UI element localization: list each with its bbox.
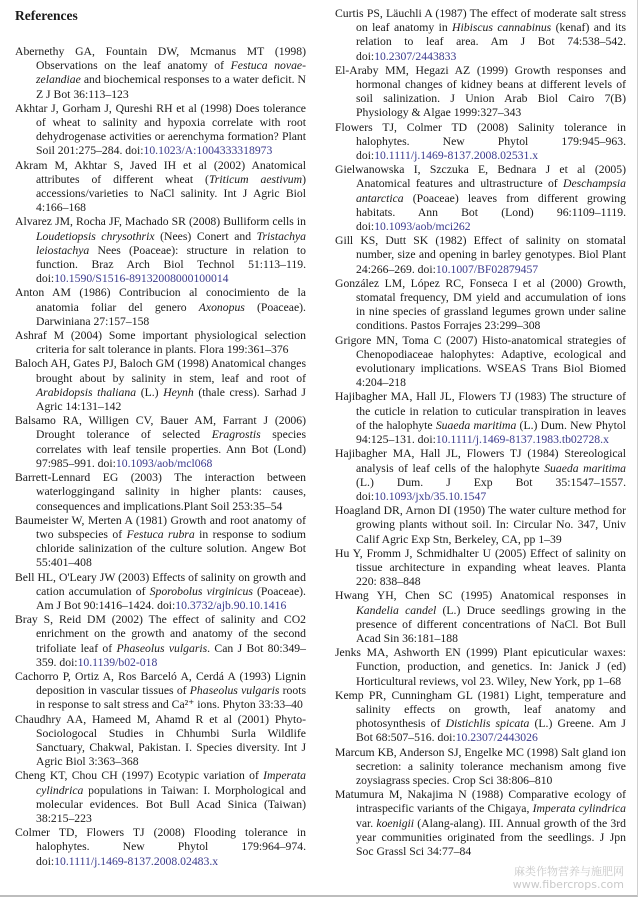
reference-entry xyxy=(335,447,626,504)
reference-entry xyxy=(15,713,306,770)
doi-link[interactable]: 10.1023/A:1004333318973 xyxy=(143,144,273,158)
reference-text: (Poaceae). Darwiniana 27:157–158 xyxy=(36,300,306,328)
reference-text: El-Araby MM, Hegazi AZ (1999) Growth responses and hormonal changes of kidney beans at different levels of soil salinization. J Union Arab Biol Cairo 7(B) Physiology & Algae 1999:327–343 xyxy=(335,63,626,120)
watermark-site-name: 麻类作物营养与施肥网 xyxy=(514,865,624,879)
doi-link[interactable]: 10.3732/ajb.90.10.1416 xyxy=(175,598,287,612)
reference-text: Cheng KT, Chou CH (1997) Ecotypic variation of xyxy=(15,769,264,783)
species-name: Arabidopsis thaliana xyxy=(36,385,137,399)
reference-text: Gill KS, Dutt SK (1982) Effect of salinity on stomatal number, size and opening in barley genotypes. Biol Plant 24:266–269. doi: xyxy=(335,234,626,276)
species-name: koenigii xyxy=(376,816,415,830)
reference-entry xyxy=(15,826,306,869)
reference-text: Bell HL, O'Leary JW (2003) Effects of salinity on growth and cation accumulation of xyxy=(15,570,306,598)
species-name: Imperata cylindrica xyxy=(532,802,626,816)
reference-text: Cachorro P, Ortiz A, Ros Barceló A, Cerdá A (1993) Lignin deposition in vascular tissues of xyxy=(15,669,306,698)
species-name: Imperata cylindrica xyxy=(36,769,306,797)
reference-text: Bray S, Reid DM (2002) The effect of salinity and CO2 enrichment on the growth and anatomy of the second trifoliate leaf of xyxy=(15,613,306,655)
reference-entry xyxy=(335,589,626,646)
doi-link[interactable]: 10.2307/2443026 xyxy=(455,731,538,745)
reference-text: ) accessions/varieties to NaCl salinity. Int J Agric Biol 4:166–168 xyxy=(36,172,306,215)
reference-text: Curtis PS, Läuchli A (1987) The effect of moderate salt stress on leaf anatomy in xyxy=(335,7,626,35)
doi-link[interactable]: 10.1093/aob/mci262 xyxy=(374,220,471,234)
reference-entry xyxy=(335,234,626,277)
reference-text: Abernethy GA, Fountain DW, Mcmanus MT (1998) Observations on the leaf anatomy of xyxy=(15,45,306,73)
watermark xyxy=(335,865,626,891)
reference-entry xyxy=(15,670,306,713)
reference-entry xyxy=(15,45,306,102)
reference-text: Barrett-Lennard EG (2003) The interaction between waterloggingand salinity in higher plants: causes, consequences and implications.Plant Soil 253:35–54 xyxy=(15,471,306,513)
reference-text: Baloch AH, Gates PJ, Baloch GM (1998) Anatomical changes brought about by salinity in stem, leaf and root of xyxy=(15,357,306,385)
reference-text: and biochemical responses to a water deficit. N Z J Bot 36:113–123 xyxy=(36,73,306,101)
reference-entry xyxy=(335,277,626,334)
reference-text: González LM, López RC, Fonseca I et al (2000) Growth, stomatal frequency, DM yield and accumulation of ions in nine species of grassland legumes grown under saline conditions. Pastos Forrajes 23:299–308 xyxy=(335,276,626,333)
references-column-left xyxy=(15,45,306,869)
reference-text: (L.) xyxy=(136,385,164,399)
reference-text: Nees (Poaceae): structure in relation to function. Braz Arch Biol Technol 51:113–119. doi: xyxy=(36,243,306,286)
doi-link[interactable]: 10.1139/b02-018 xyxy=(77,655,158,669)
reference-text: (Poaceae) leaves from different growing habitats. Ann Bot (Lond) 96:1109–1119. doi: xyxy=(356,191,626,234)
reference-text: (kenaf) and its relation to leaf area. Am J Bot 74:538–542. doi: xyxy=(356,21,626,63)
references-heading: References xyxy=(15,8,78,23)
reference-entry xyxy=(335,788,626,859)
reference-entry xyxy=(335,7,626,64)
doi-link[interactable]: 10.1111/j.1469-8137.2008.02531.x xyxy=(374,149,539,163)
reference-text: Balsamo RA, Willigen CV, Bauer AM, Farrant J (2006) Drought tolerance of selected xyxy=(15,414,306,442)
reference-text: Flowers TJ, Colmer TD (2008) Salinity tolerance in halophytes. New Phytol 179:945–963. doi: xyxy=(335,120,626,163)
reference-text: . Can J Bot 80:349–359. doi: xyxy=(36,641,306,669)
references-column-right xyxy=(335,7,626,891)
reference-text: (thale cress). Sarhad J Agric 14:131–142 xyxy=(36,385,306,414)
species-name: Heynh xyxy=(163,385,194,399)
reference-text: Grigore MN, Toma C (2007) Histo-anatomical strategies of Chenopodiaceae halophytes: Adaptive, ecological and evolutionary implications. WSEAS Trans Biol Biomed 4:204–218 xyxy=(335,333,626,390)
species-name: Tristachya leiostachya xyxy=(36,229,306,257)
reference-text: Matumura M, Nakajima N (1988) Comparative ecology of intraspecific variants of the Chigaya, xyxy=(335,788,626,816)
species-name: Triticum aestivum xyxy=(208,172,303,186)
reference-text: Hu Y, Fromm J, Schmidhalter U (2005) Effect of salinity on tissue architecture in expanding wheat leaves. Planta 220: 838–848 xyxy=(335,546,626,589)
species-name: Festuca rubra xyxy=(126,527,195,541)
reference-text: var. xyxy=(356,816,377,830)
reference-text: Marcum KB, Anderson SJ, Engelke MC (1998) Salt gland ion secretion: a salinity tolerance mechanism among five zoysiagrass species. Crop Sci 38:806–810 xyxy=(335,745,626,787)
reference-text: (Alang-alang). III. Annual growth of the 3rd year communities originated from the seedlings. J Jpn Soc Grassl Sci 34:77–84 xyxy=(356,816,626,858)
species-name: Suaeda maritima xyxy=(435,418,517,432)
reference-entry xyxy=(15,357,306,414)
reference-entry xyxy=(15,414,306,471)
reference-text: Akram M, Akhtar S, Javed IH et al (2002) Anatomical attributes of different wheat ( xyxy=(15,158,306,186)
reference-text: Baumeister W, Merten A (1981) Growth and root anatomy of two subspecies of xyxy=(15,513,306,541)
doi-link[interactable]: 10.2307/2443833 xyxy=(374,49,457,63)
reference-text: Kemp PR, Cunningham GL (1981) Light, temperature and salinity effects on growth, leaf anatomy and photosynthesis of xyxy=(335,688,626,731)
species-name: Distichlis spicata xyxy=(445,717,530,731)
reference-entry xyxy=(15,286,306,329)
reference-text: in response to sodium chloride salinization of the culture solution. Angew Bot 55:401–408 xyxy=(36,527,306,570)
reference-entry xyxy=(15,613,306,670)
reference-text: (L.) Druce seedlings growing in the presence of different concentrations of NaCl. Bot Bull Acad Sin 36:181–188 xyxy=(356,603,626,645)
reference-entry xyxy=(15,571,306,614)
reference-entry xyxy=(335,121,626,164)
reference-text: Hoagland DR, Arnon DI (1950) The water culture method for growing plants without soil. In: Circular No. 347, Univ Calif Agric Exp Stn, Berkeley, CA, pp 1–39 xyxy=(335,504,626,546)
reference-entry xyxy=(15,159,306,216)
species-name: Loudetiopsis chrysothrix xyxy=(36,229,155,243)
reference-entry xyxy=(335,547,626,590)
reference-entry xyxy=(15,769,306,826)
doi-link[interactable]: 10.1111/j.1469-8137.2008.02483.x xyxy=(54,854,219,868)
reference-entry xyxy=(335,746,626,789)
doi-link[interactable]: 10.1093/aob/mcl068 xyxy=(115,456,213,470)
species-name: Sporobolus virginicus xyxy=(149,584,253,598)
species-name: Hibiscus cannabinus xyxy=(452,21,552,35)
reference-text: Hajibagher MA, Hall JL, Flowers TJ (1984) Stereological analysis of leaf cells of the halophyte xyxy=(335,447,626,475)
reference-text: Akhtar J, Gorham J, Qureshi RH et al (1998) Does tolerance of wheat to salinity and hypoxia correlate with root dehydrogenase activities or aerenchyma formation? Plant Soil 201:275–284. doi: xyxy=(15,101,306,158)
reference-entry xyxy=(15,471,306,514)
reference-text: Alvarez JM, Rocha JF, Machado SR (2008) Bulliform cells in xyxy=(15,215,306,229)
reference-entry xyxy=(335,646,626,689)
species-name: Kandelia candel xyxy=(356,603,437,617)
species-name: Festuca novae-zelandiae xyxy=(36,59,307,87)
reference-text: (L.) Dum. New Phytol 94:125–131. doi: xyxy=(356,418,626,447)
doi-link[interactable]: 10.1590/S1516-89132008000100014 xyxy=(54,272,229,286)
reference-text: roots in response to salt stress and Ca²⁺ ions. Phyton 33:33–40 xyxy=(36,684,306,712)
species-name: Phaseolus vulgaris xyxy=(189,684,280,698)
reference-text: species correlates with leaf tensile properties. Ann Bot (Lond) 97:985–991. doi: xyxy=(36,428,307,470)
reference-text: Gielwanowska I, Szczuka E, Bednara J et al (2005) Anatomical features and ultrastructure of xyxy=(335,163,626,191)
reference-text: Jenks MA, Ashworth EN (1999) Plant epicuticular waxes: Function, production, and genetics. In: Janick J (ed) Horticultural reviews, vol 23. Wiley, New York, pp 1–68 xyxy=(335,646,626,688)
reference-text: (Nees) Conert and xyxy=(154,229,257,243)
species-name: Axonopus xyxy=(198,300,245,314)
species-name: Deschampsia antarctica xyxy=(356,177,626,205)
watermark-url: www.fibercrops.com xyxy=(512,878,624,892)
species-name: Suaeda maritima xyxy=(544,461,626,475)
reference-entry xyxy=(15,329,306,357)
reference-text: Hwang YH, Chen SC (1995) Anatomical responses in xyxy=(335,589,626,603)
reference-entry xyxy=(335,163,626,234)
doi-link[interactable]: 10.1007/BF02879457 xyxy=(435,262,539,276)
reference-entry xyxy=(335,334,626,391)
reference-entry xyxy=(335,689,626,746)
species-name: Phaseolus vulgaris xyxy=(116,641,208,655)
species-name: Eragrostis xyxy=(211,428,261,442)
reference-text: Ashraf M (2004) Some important physiological selection criteria for salt tolerance in plants. Flora 199:361–376 xyxy=(15,329,306,357)
reference-text: Hajibagher MA, Hall JL, Flowers TJ (1983) The structure of the cuticle in relation to cuticular transpiration in leaves of the halophyte xyxy=(335,390,626,432)
reference-entry xyxy=(335,504,626,547)
reference-text: populations in Taiwan: I. Morphological and molecular evidences. Bot Bull Acad Sinica (Taiwan) 38:215–223 xyxy=(36,783,306,825)
reference-entry xyxy=(15,102,306,159)
reference-text: (L.) Dum. J Exp Bot 35:1547–1557. doi: xyxy=(356,475,626,503)
reference-entry xyxy=(335,64,626,121)
reference-text: Colmer TD, Flowers TJ (2008) Flooding tolerance in halophytes. New Phytol 179:964–974. doi: xyxy=(15,826,306,868)
reference-entry xyxy=(335,390,626,447)
reference-text: Anton AM (1986) Contribucion al conocimiento de la anatomia foliar del genero xyxy=(15,286,306,314)
doi-link[interactable]: 10.1111/j.1469-8137.1983.tb02728.x xyxy=(435,433,609,447)
doi-link[interactable]: 10.1093/jxb/35.10.1547 xyxy=(374,489,487,503)
reference-entry xyxy=(15,514,306,571)
reference-text: Chaudhry AA, Hameed M, Ahamd R et al (2001) Phyto-Sociologocal Studies in Chhumbi Surla Wildlife Sanctuary, Chakwal, Pakistan. I. Species diversity. Int J Agric Biol 3:363–368 xyxy=(15,712,306,769)
references-list-right xyxy=(335,7,626,859)
reference-text: (Poaceae). Am J Bot 90:1416–1424. doi: xyxy=(36,584,306,612)
reference-entry xyxy=(15,215,306,286)
reference-text: (L.) Greene. Am J Bot 68:507–516. doi: xyxy=(356,717,626,745)
